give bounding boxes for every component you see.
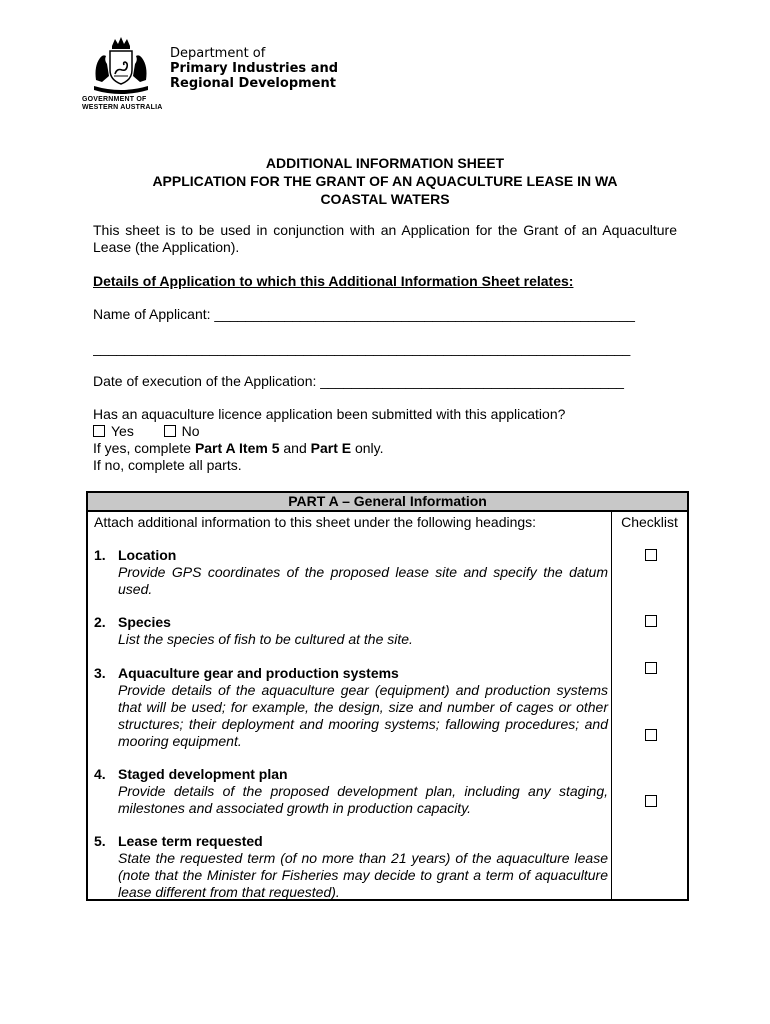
checklist-checkbox-staged-development[interactable] [645, 795, 657, 807]
applicant-name-row [93, 306, 673, 323]
execution-date-row [93, 373, 673, 390]
item-lease-term [94, 833, 608, 901]
if-no-instruction: If no, complete all parts. [93, 457, 242, 473]
column-divider [611, 512, 612, 899]
department-name [170, 46, 338, 91]
applicant-name-field[interactable]: ______________________________________________________ [214, 306, 635, 322]
item-heading: Lease term requested [118, 833, 263, 849]
if-yes-suffix: only. [351, 440, 384, 456]
agency-header [82, 36, 342, 116]
yes-checkbox[interactable] [93, 425, 105, 437]
item-number: 1. [94, 547, 106, 563]
item-heading: Location [118, 547, 177, 563]
checklist-checkbox-production-systems[interactable] [645, 729, 657, 741]
item-staged-development [94, 766, 608, 817]
gov-line-2: WESTERN AUSTRALIA [82, 104, 163, 111]
checklist-checkbox-aquaculture-gear[interactable] [645, 662, 657, 674]
item-heading: Species [118, 614, 171, 630]
item-species [94, 614, 608, 648]
checklist-checkbox-location[interactable] [645, 549, 657, 561]
item-number: 2. [94, 614, 106, 630]
applicant-name-continuation-field[interactable]: _____________________________________________________________________ [93, 340, 631, 356]
no-checkbox[interactable] [164, 425, 176, 437]
dept-line-1: Department of [170, 46, 266, 61]
execution-date-field[interactable]: _______________________________________ [320, 373, 624, 389]
dept-line-3: Regional Development [170, 76, 336, 91]
checklist-header: Checklist [621, 514, 678, 530]
item-description: Provide details of the aquaculture gear (equipment) and production systems that will be used; for example, the design, size and number of cages or other structures; their deployment and mooring systems; fallowing procedures; and mooring equipment. [118, 682, 608, 749]
dept-line-2: Primary Industries and [170, 61, 339, 76]
title-line-2: APPLICATION FOR THE GRANT OF AN AQUACULTURE LEASE IN WA [152, 173, 618, 189]
if-yes-part-e: Part E [310, 440, 352, 456]
item-number: 3. [94, 665, 106, 681]
item-heading: Staged development plan [118, 766, 288, 782]
gov-line-1: GOVERNMENT OF [82, 96, 147, 103]
wa-coat-of-arms-logo [88, 36, 154, 96]
item-description: Provide details of the proposed development plan, including any staging, milestones and associated growth in production capacity. [118, 783, 608, 816]
title-line-1: ADDITIONAL INFORMATION SHEET [265, 155, 505, 171]
item-aquaculture-gear [94, 665, 608, 750]
details-heading-text: Details of Application to which this Additional Information Sheet relates: [93, 273, 574, 289]
item-number: 5. [94, 833, 106, 849]
if-yes-instruction [93, 440, 677, 457]
execution-date-label: Date of execution of the Application: [93, 373, 317, 389]
details-heading [93, 273, 677, 290]
yes-no-options [93, 423, 677, 440]
if-yes-part-a: Part A Item 5 [194, 440, 280, 456]
applicant-name-label: Name of Applicant: [93, 306, 211, 322]
item-description: List the species of fish to be cultured at the site. [118, 631, 413, 647]
title-line-3: COASTAL WATERS [320, 191, 450, 207]
no-label: No [181, 423, 200, 439]
intro-paragraph: This sheet is to be used in conjunction with an Application for the Grant of an Aquaculture Lease (the Application). [93, 222, 677, 255]
part-a-table [86, 491, 689, 901]
document-title [93, 154, 677, 208]
checklist-checkbox-species[interactable] [645, 615, 657, 627]
if-yes-prefix: If yes, complete [93, 440, 195, 456]
attach-instruction: Attach additional information to this sheet under the following headings: [94, 514, 537, 530]
part-a-header: PART A – General Information [88, 493, 687, 512]
item-number: 4. [94, 766, 106, 782]
item-description: State the requested term (of no more than 21 years) of the aquaculture lease (note that the Minister for Fisheries may decide to grant a term of aquaculture lease different from that requested). [118, 850, 608, 900]
item-description: Provide GPS coordinates of the proposed lease site and specify the datum used. [118, 564, 608, 597]
yes-label: Yes [111, 423, 134, 439]
item-location [94, 547, 608, 598]
licence-question: Has an aquaculture licence application been submitted with this application? [93, 406, 566, 422]
if-yes-and: and [279, 440, 311, 456]
government-label [82, 96, 172, 112]
item-heading: Aquaculture gear and production systems [118, 665, 399, 681]
